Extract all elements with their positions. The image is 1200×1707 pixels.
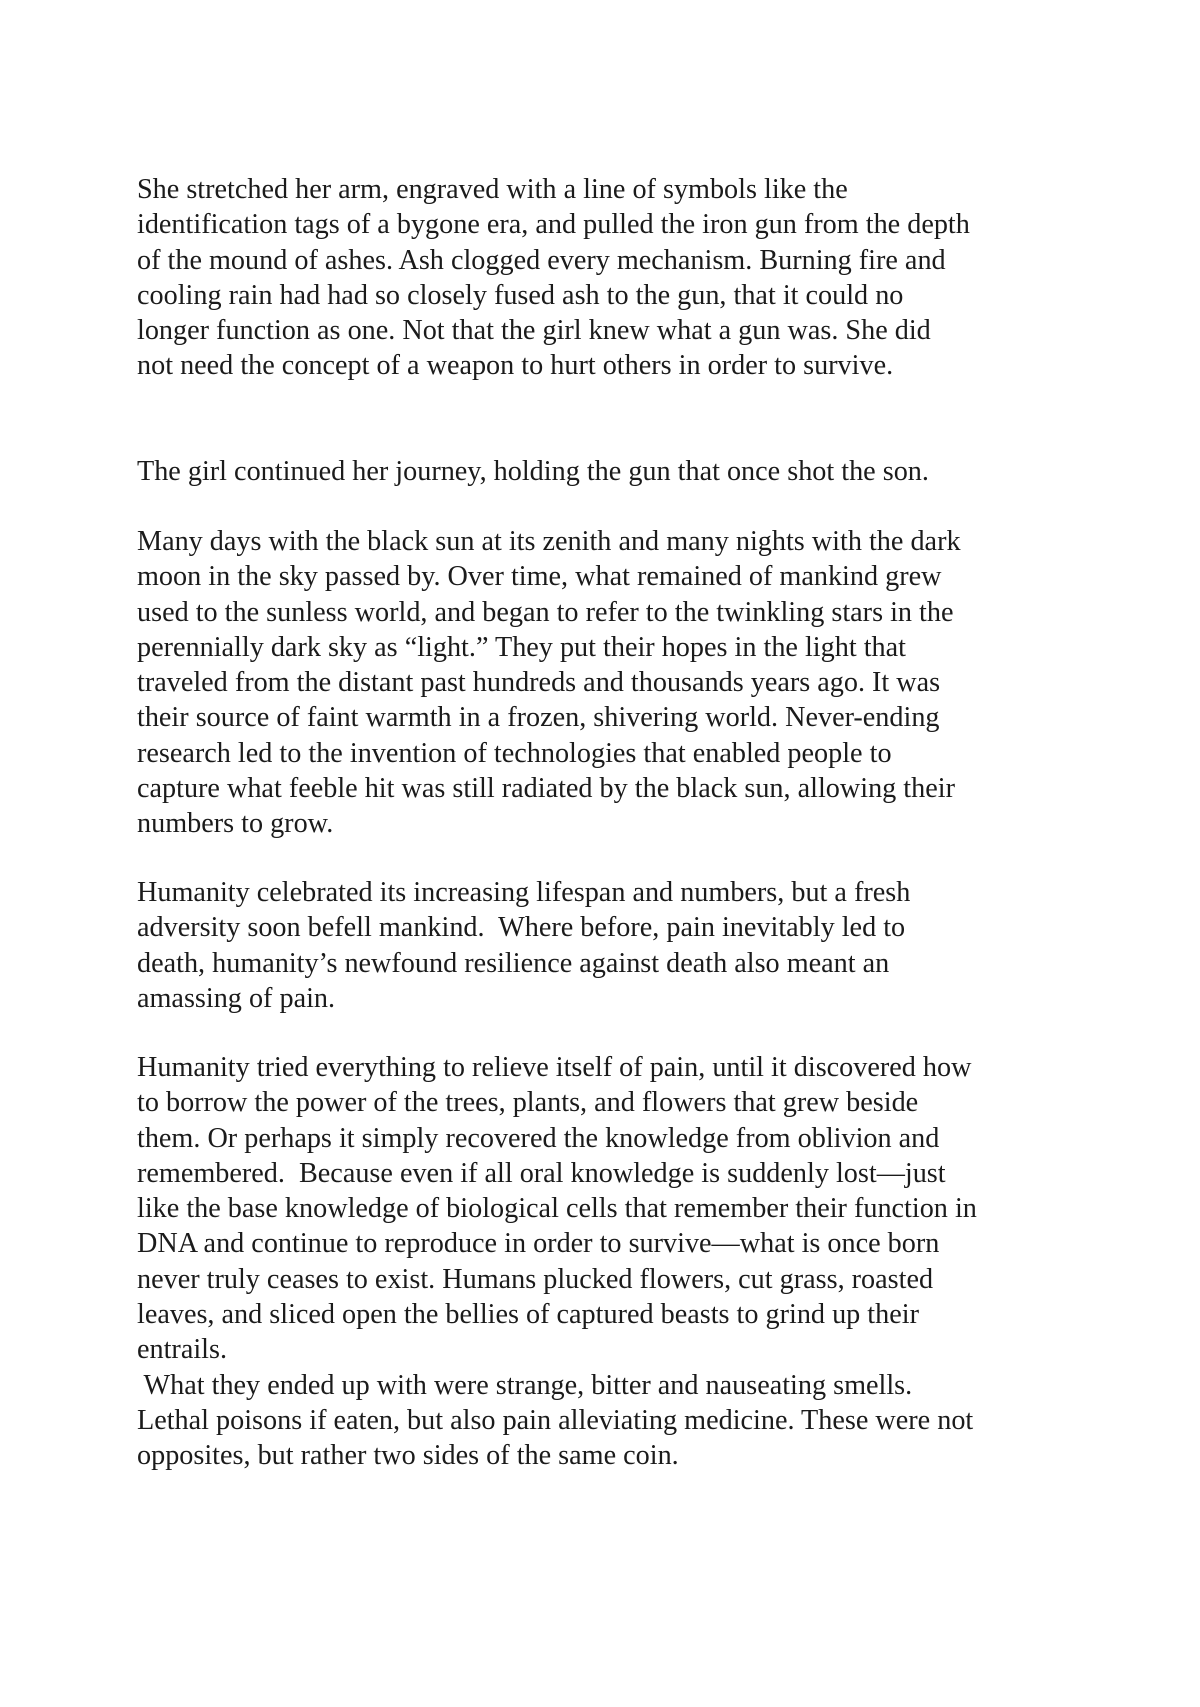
- paragraph-adversity: Humanity celebrated its increasing lifespan and numbers, but a fresh adversity soon befell mankind. Where before, pain inevitably led to death, humanity’s newfound resilience against death also meant an amassing of pain.: [137, 877, 911, 1014]
- paragraph-black-sun: Many days with the black sun at its zenith and many nights with the dark moon in the sky passed by. Over time, what remained of mankind grew used to the sunless world, and began to refer to the twinkling stars in the perennially dark sky as “light.” They put their hopes in the light that traveled from the distant past hundreds and thousands years ago. It was their source of faint warmth in a frozen, shivering world. Never-ending research led to the invention of technologies that enabled people to capture what feeble hit was still radiated by the black sun, allowing their numbers to grow.: [137, 526, 961, 840]
- paragraph-medicine: Humanity tried everything to relieve itself of pain, until it discovered how to borrow the power of the trees, plants, and flowers that grew beside them. Or perhaps it simply recovered the knowledge from oblivion and remembered. Because even if all oral knowledge is suddenly lost—just like the base knowledge of biological cells that remember their function in DNA and continue to reproduce in order to survive—what is once born never truly ceases to exist. Humans plucked flowers, cut grass, roasted leaves, and sliced open the bellies of captured beasts to grind up their entrails. What they ended up with were strange, bitter and nauseating smells. Lethal poisons if eaten, but also pain alleviating medicine. These were not opposites, but rather two sides of the same coin.: [137, 1052, 977, 1472]
- paragraph-ash-gun: She stretched her arm, engraved with a line of symbols like the identification tags of a bygone era, and pulled the iron gun from the depth of the mound of ashes. Ash clogged every mechanism. Burning fire and cooling rain had had so closely fused ash to the gun, that it could no longer function as one. Not that the girl knew what a gun was. She did not need the concept of a weapon to hurt others in order to survive.: [137, 174, 970, 382]
- paragraph-journey: The girl continued her journey, holding the gun that once shot the son.: [137, 456, 929, 487]
